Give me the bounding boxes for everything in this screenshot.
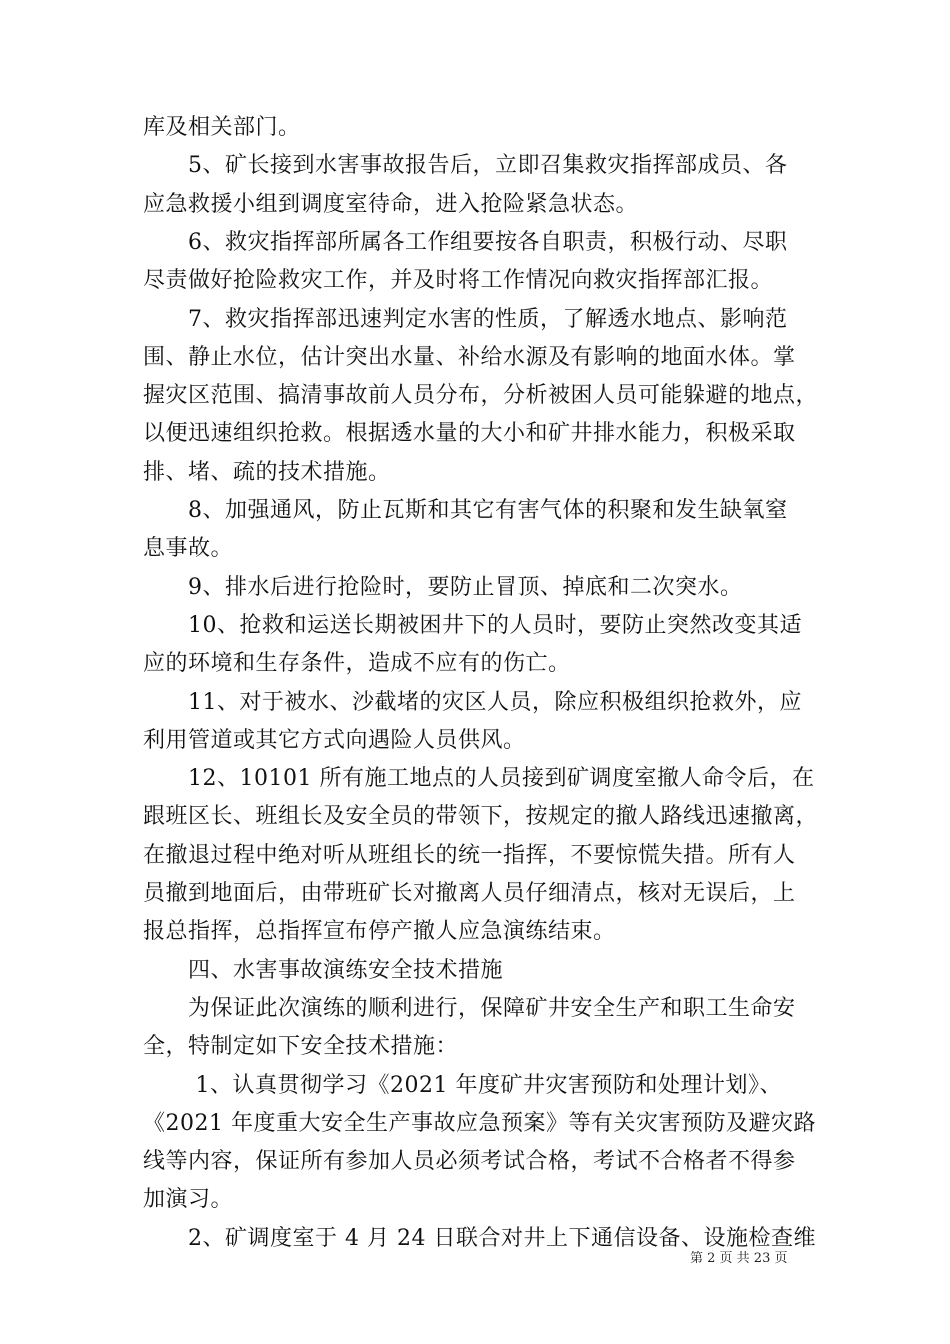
text-line: 围、静止水位，估计突出水量、补给水源及有影响的地面水体。掌: [143, 344, 796, 370]
text-line: 息事故。: [143, 536, 234, 562]
text-line: 6、救灾指挥部所属各工作组要按各自职责，积极行动、尽职: [143, 229, 788, 255]
text-line: 库及相关部门。: [143, 115, 301, 140]
text-line: 应急救援小组到调度室待命，进入抢险紧急状态。: [143, 191, 639, 217]
text-line: 11、对于被水、沙截堵的灾区人员，除应积极组织抢救外，应: [143, 689, 802, 715]
text-line: 9、排水后进行抢险时，要防止冒顶、掉底和二次突水。: [143, 574, 743, 600]
text-line: 5、矿长接到水害事故报告后，立即召集救灾指挥部成员、各: [143, 153, 788, 179]
text-line: 《2021 年度重大安全生产事故应急预案》等有关灾害预防及避灾路: [143, 1110, 816, 1136]
text-line: 10、抢救和运送长期被困井下的人员时，要防止突然改变其适: [143, 612, 802, 638]
text-line: 12、10101 所有施工地点的人员接到矿调度室撤人命令后，在: [143, 766, 815, 792]
text-line: 尽责做好抢险救灾工作，并及时将工作情况向救灾指挥部汇报。: [143, 268, 774, 294]
text-line: 8、加强通风，防止瓦斯和其它有害气体的积聚和发生缺氧窒: [143, 498, 788, 523]
text-line: 2、矿调度室于 4 月 24 日联合对井上下通信设备、设施检查维: [143, 1225, 816, 1251]
text-line: 利用管道或其它方式向遇险人员供风。: [143, 727, 526, 753]
text-line: 员撤到地面后，由带班矿长对撤离人员仔细清点，核对无误后，上: [143, 881, 796, 906]
text-line: 7、救灾指挥部迅速判定水害的性质，了解透水地点、影响范: [143, 306, 788, 332]
text-line: 四、水害事故演练安全技术措施: [143, 957, 504, 983]
text-line: 应的环境和生存条件，造成不应有的伤亡。: [143, 651, 571, 677]
text-line: 1、认真贯彻学习《2021 年度矿井灾害预防和处理计划》、: [143, 1072, 782, 1098]
text-line: 报总指挥，总指挥宣布停产撤人应急演练结束。: [143, 919, 616, 945]
text-line: 在撤退过程中绝对听从班组长的统一指挥，不要惊慌失措。所有人: [143, 842, 796, 868]
text-line: 线等内容，保证所有参加人员必须考试合格，考试不合格者不得参: [143, 1149, 796, 1175]
text-line: 跟班区长、班组长及安全员的带领下，按规定的撤人路线迅速撤离，: [143, 804, 819, 830]
text-line: 以便迅速组织抢救。根据透水量的大小和矿井排水能力，积极采取: [143, 421, 796, 447]
text-line: 排、堵、疏的技术措施。: [143, 459, 391, 485]
text-line: 为保证此次演练的顺利进行，保障矿井安全生产和职工生命安: [143, 995, 796, 1021]
page-number-footer: 第 2 页 共 23 页: [690, 1251, 788, 1266]
text-line: 全，特制定如下安全技术措施：: [143, 1034, 459, 1060]
text-line: 加演习。: [143, 1187, 234, 1213]
text-line: 握灾区范围、搞清事故前人员分布，分析被困人员可能躲避的地点，: [143, 383, 819, 409]
